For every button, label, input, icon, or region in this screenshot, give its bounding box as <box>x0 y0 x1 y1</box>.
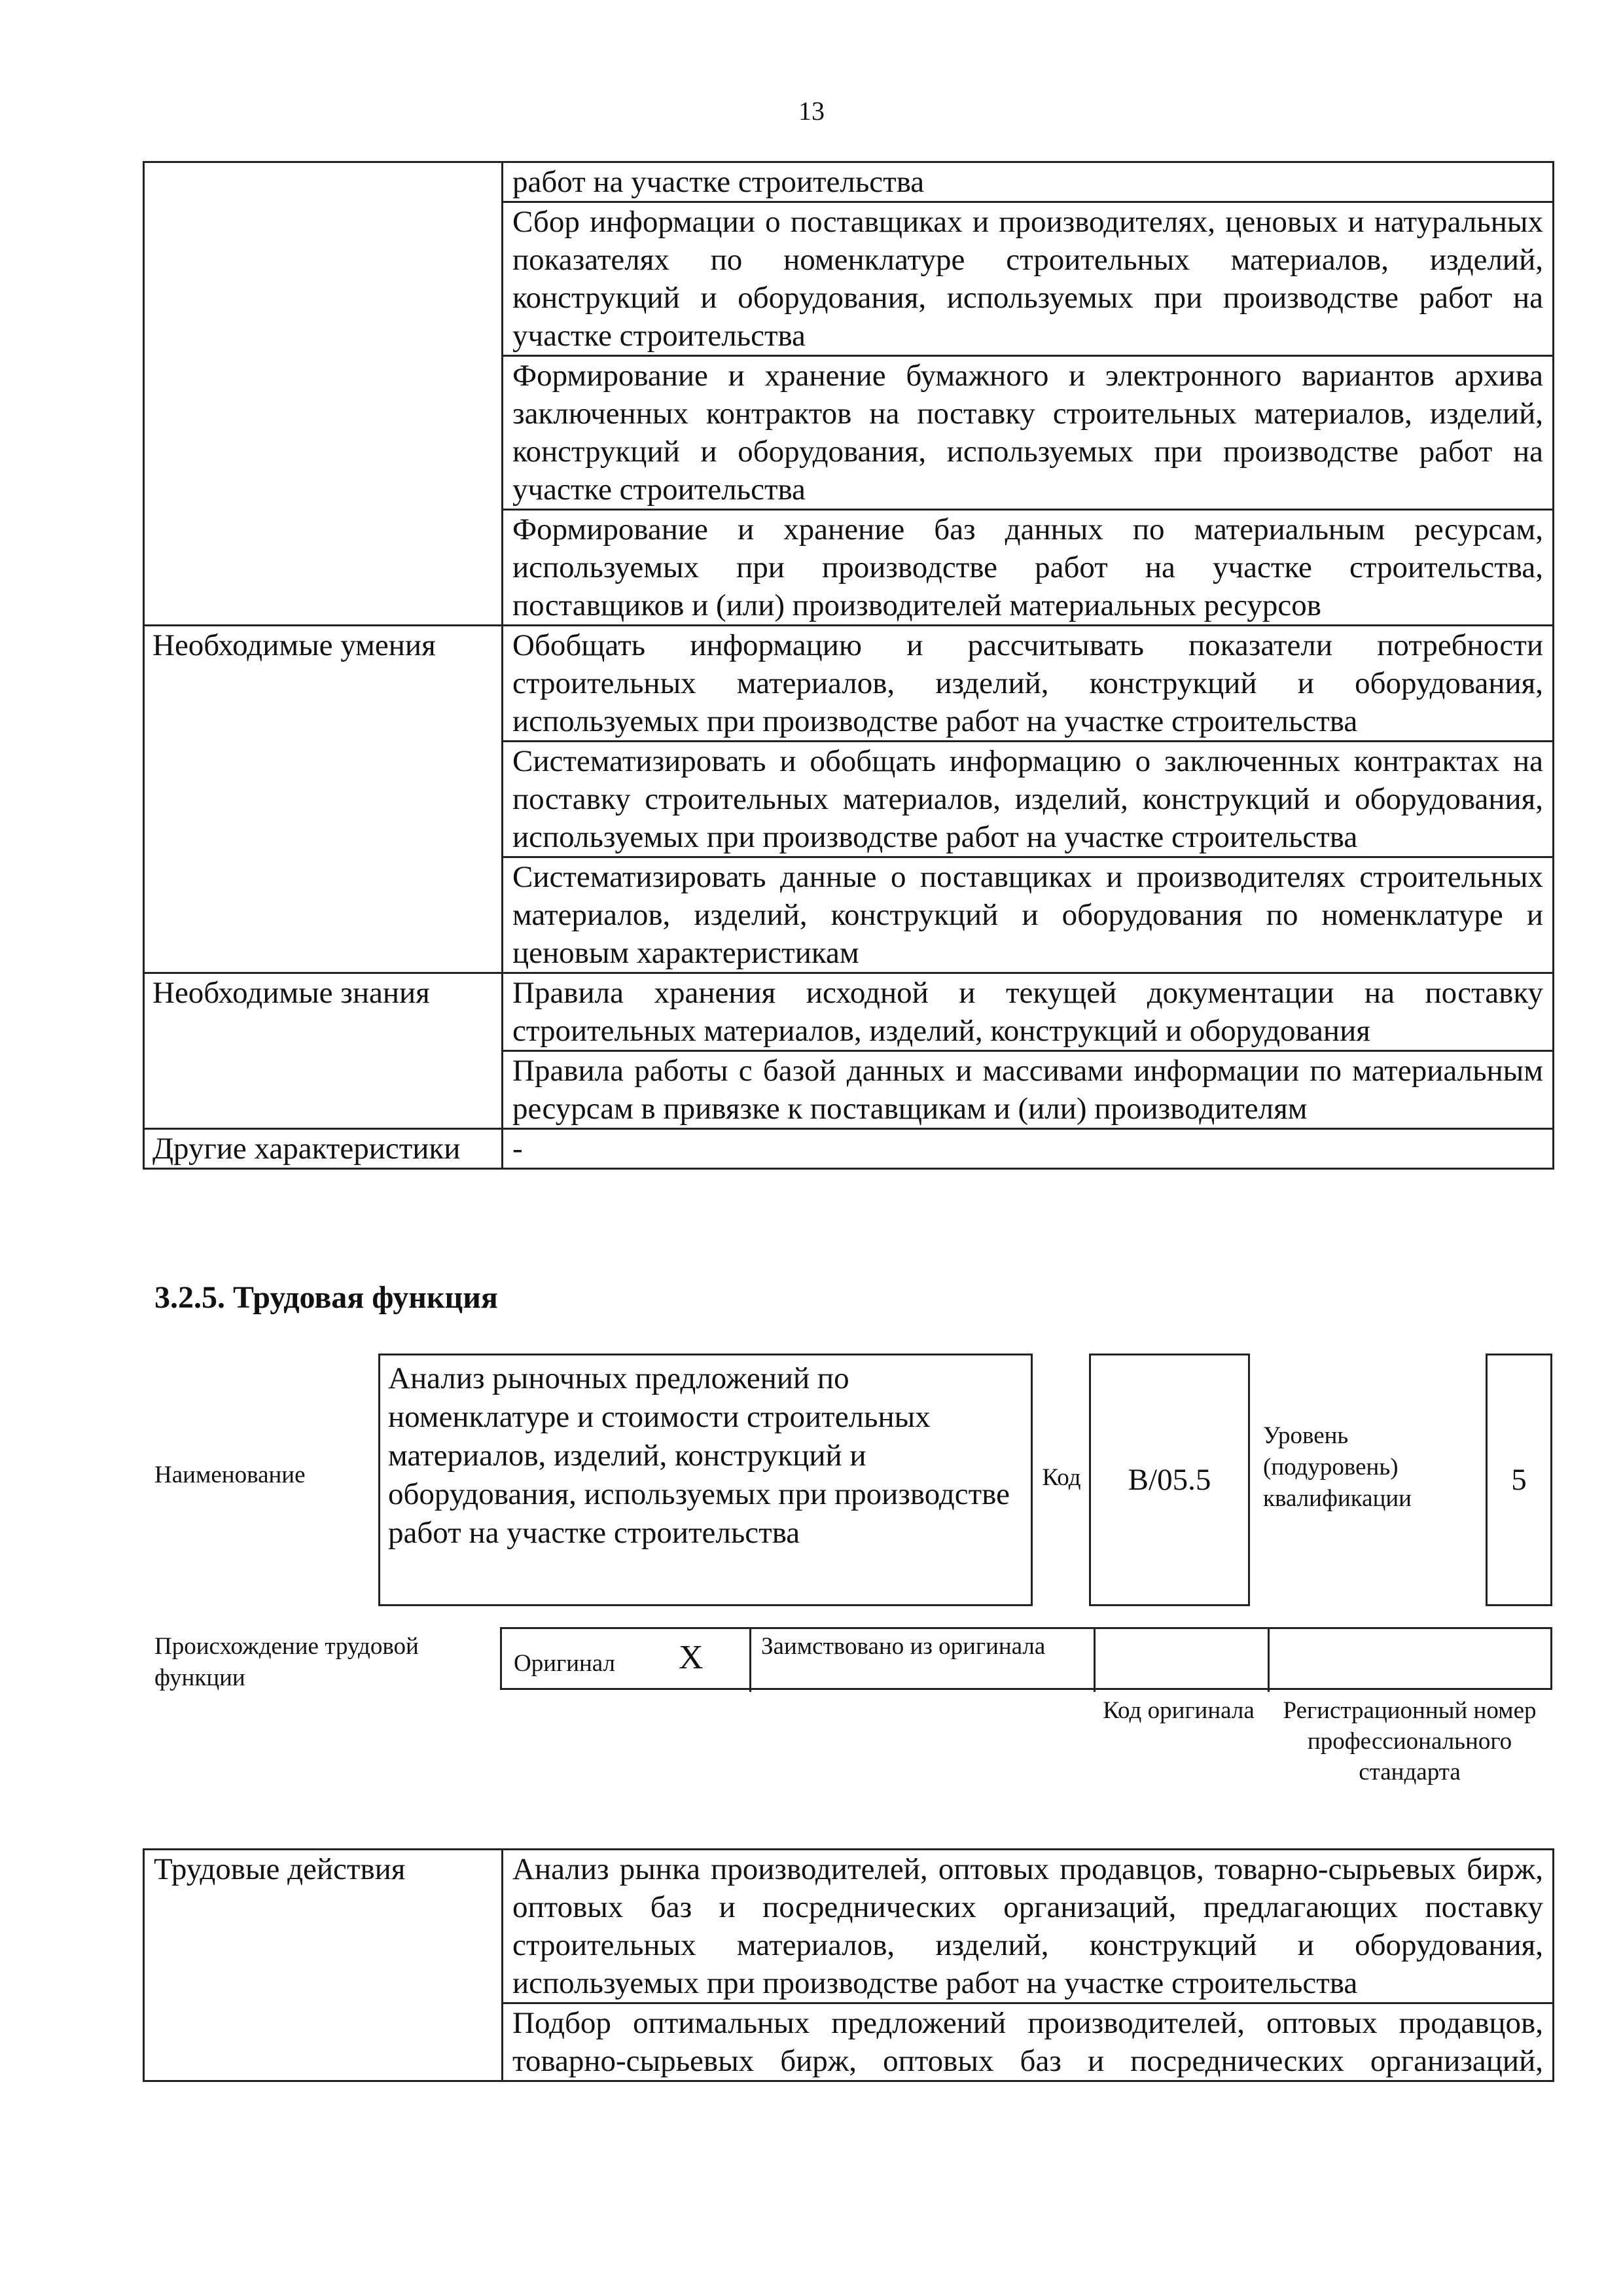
table-cell: - <box>503 1129 1554 1169</box>
original-label: Оригинал <box>514 1650 616 1677</box>
table-row <box>144 162 1554 202</box>
function-name-value: Анализ рыночных предложений по номенклатуре и стоимости строительных материалов, изделий, конструкций и оборудования, используемых при производстве работ на участке строительства <box>378 1354 1033 1606</box>
divider <box>1268 1629 1270 1692</box>
original-mark: X <box>679 1639 704 1676</box>
row-label: Другие характеристики <box>144 1129 503 1169</box>
table-row <box>144 973 1554 1051</box>
borrowed-label: Заимствовано из оригинала <box>761 1633 1046 1660</box>
origin-box-bottom-border <box>500 1688 1552 1690</box>
function-code-value <box>1089 1354 1250 1606</box>
code-value: B/05.5 <box>1128 1463 1211 1497</box>
divider <box>749 1629 751 1692</box>
row-label: Трудовые действия <box>144 1850 503 2081</box>
section-heading: 3.2.5. Трудовая функция <box>154 1280 498 1315</box>
divider <box>1094 1629 1096 1692</box>
table-row <box>144 1129 1554 1169</box>
table-cell: Обобщать информацию и рассчитывать показатели потребности строительных материалов, изделий, конструкций и оборудования, используемых при производстве работ на участке строительства <box>503 626 1554 742</box>
table-cell: Подбор оптимальных предложений производителей, оптовых продавцов, товарно-сырьевых бирж, оптовых баз и посреднических организаций, <box>503 2003 1554 2081</box>
table-cell: Сбор информации о поставщиках и производителях, ценовых и натуральных показателях по номенклатуре строительных материалов, изделий, конструкций и оборудования, используемых при производстве работ на участке строительства <box>503 202 1554 356</box>
table-cell: Формирование и хранение бумажного и электронного вариантов архива заключенных контрактов на поставку строительных материалов, изделий, конструкций и оборудования, используемых при производстве работ на участке строительства <box>503 356 1554 510</box>
table-cell: работ на участке строительства <box>503 162 1554 202</box>
table-row <box>144 626 1554 742</box>
labor-actions-table <box>143 1848 1554 2082</box>
table-cell: Формирование и хранение баз данных по материальным ресурсам, используемых при производстве работ на участке строительства, поставщиков и (или) производителей материальных ресурсов <box>503 510 1554 626</box>
table-cell: Правила хранения исходной и текущей документации на поставку строительных материалов, изделий, конструкций и оборудования <box>503 973 1554 1051</box>
code-original-caption: Код оригинала <box>1103 1697 1255 1724</box>
reg-number-caption: Регистрационный номер профессионального стандарта <box>1283 1697 1537 1785</box>
code-label: Код <box>1042 1464 1081 1491</box>
origin-box <box>500 1627 1552 1690</box>
table-cell: Правила работы с базой данных и массивами информации по материальным ресурсам в привязке к поставщикам и (или) производителям <box>503 1051 1554 1129</box>
qualification-level-label: Уровень (подуровень) квалификации <box>1263 1422 1412 1512</box>
origin-label: Происхождение трудовой функции <box>154 1633 419 1691</box>
level-value: 5 <box>1511 1463 1527 1497</box>
table-cell: Систематизировать данные о поставщиках и производителях строительных материалов, изделий, конструкций и оборудования по номенклатуре и ценовым характеристикам <box>503 857 1554 973</box>
qualification-level-box <box>1486 1354 1552 1606</box>
row-label: Необходимые знания <box>144 973 503 1129</box>
table-row <box>144 1850 1554 2003</box>
table-cell: Анализ рынка производителей, оптовых продавцов, товарно-сырьевых бирж, оптовых баз и посреднических организаций, предлагающих поставку строительных материалов, изделий, конструкций и оборудования, используемых при производстве работ на участке строительства <box>503 1850 1554 2003</box>
row-label: Необходимые умения <box>144 626 503 973</box>
row-label <box>144 162 503 626</box>
name-label: Наименование <box>154 1462 306 1488</box>
requirements-table <box>143 161 1554 1170</box>
table-cell: Систематизировать и обобщать информацию о заключенных контрактах на поставку строительных материалов, изделий, конструкций и оборудования, используемых при производстве работ на участке строительства <box>503 742 1554 857</box>
page-number: 13 <box>798 96 825 126</box>
